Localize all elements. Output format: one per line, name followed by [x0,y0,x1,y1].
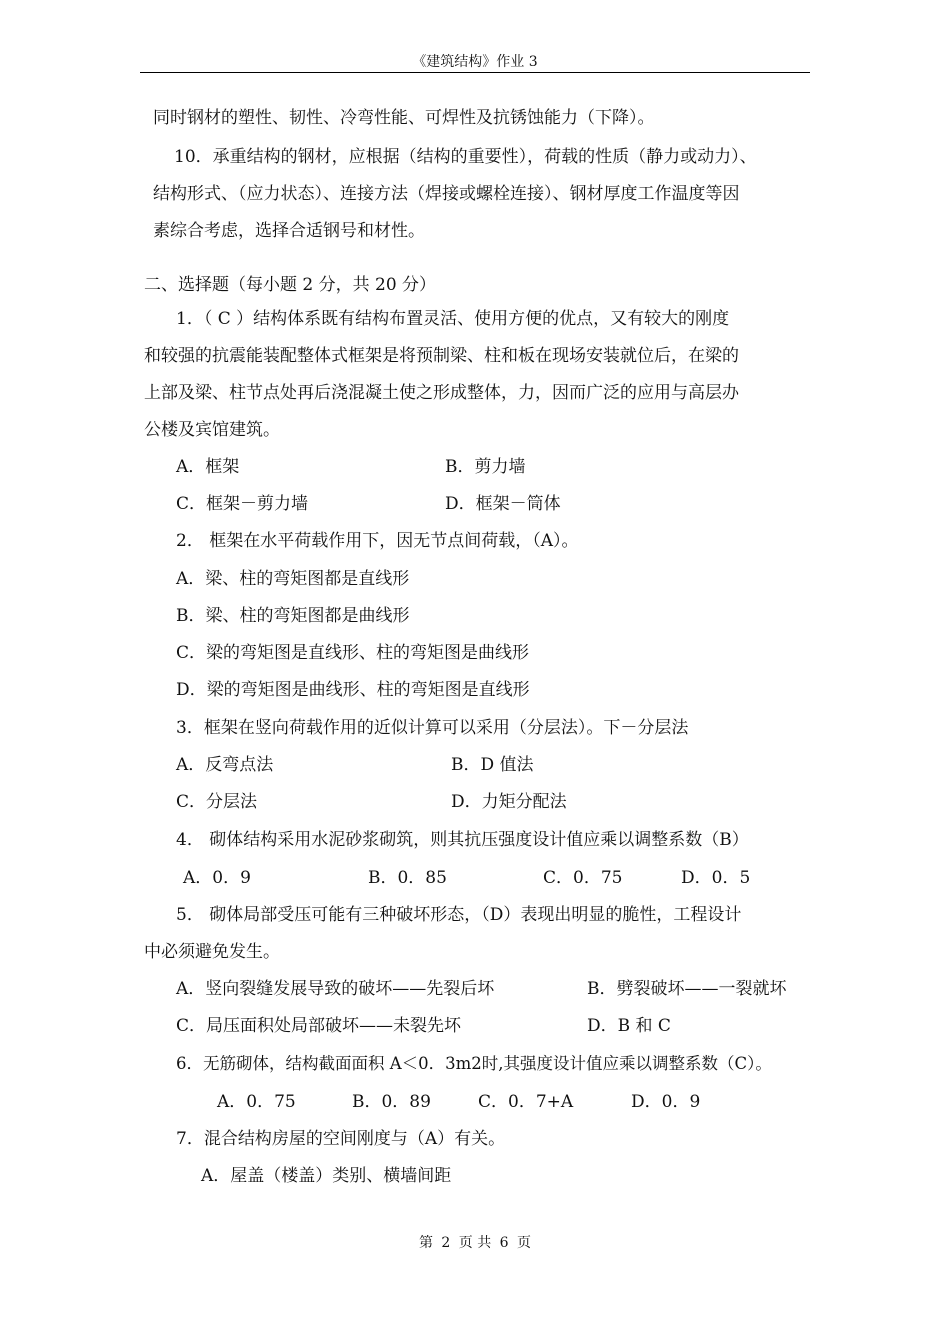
option-a: A．反弯点法 [176,755,274,775]
section-heading: 二、选择题（每小题 2 分，共 20 分） [144,275,437,295]
page-header: 《建筑结构》作业 3 [412,54,538,70]
option-b: B．梁、柱的弯矩图都是曲线形 [176,606,410,626]
option-a: A．0．75 [217,1092,296,1112]
option-b: B．剪力墙 [445,457,526,477]
option-a: A．屋盖（楼盖）类别、横墙间距 [201,1166,452,1186]
text-line: 中必须避免发生。 [144,942,280,962]
question-1: 1．（ C ）结构体系既有结构布置灵活、使用方便的优点，又有较大的刚度 [176,309,730,329]
text-line: 和较强的抗震能装配整体式框架是将预制梁、柱和板在现场安装就位后，在梁的 [144,346,739,366]
footer-page-number: 2 [441,1235,451,1251]
option-a: A．梁、柱的弯矩图都是直线形 [176,569,410,589]
option-d: D．框架－筒体 [445,494,561,514]
option-c: C．分层法 [176,792,258,812]
option-d: D．0．5 [681,868,751,888]
footer-total-pages: 6 [499,1235,509,1251]
option-d: D．力矩分配法 [451,792,567,812]
question-6: 6．无筋砌体，结构截面面积 A＜0．3m2时,其强度设计值应乘以调整系数（C）。 [176,1054,772,1073]
text-line: 结构形式、（应力状态）、连接方法（焊接或螺栓连接）、钢材厚度工作温度等因 [153,184,740,204]
text-line: 10．承重结构的钢材，应根据（结构的重要性），荷载的性质（静力或动力）、 [174,147,757,167]
footer-suffix: 页 [517,1235,532,1251]
option-c: C．0．75 [543,868,623,888]
footer-prefix: 第 [418,1235,433,1251]
text-line: 上部及梁、柱节点处再后浇混凝土使之形成整体，力，因而广泛的应用与高层办 [144,383,739,403]
option-b: B．D 值法 [451,755,534,775]
text-line: 素综合考虑，选择合适钢号和材性。 [153,221,425,241]
question-5: 5． 砌体局部受压可能有三种破坏形态，（D）表现出明显的脆性，工程设计 [176,905,742,925]
question-3: 3．框架在竖向荷载作用的近似计算可以采用（分层法）。下－分层法 [176,718,689,738]
option-d: D．B 和 C [587,1016,671,1036]
option-c: C．梁的弯矩图是直线形、柱的弯矩图是曲线形 [176,643,530,663]
text-line: 同时钢材的塑性、韧性、冷弯性能、可焊性及抗锈蚀能力（下降）。 [153,108,655,128]
option-b: B．0．89 [352,1092,431,1112]
page-footer [0,1234,950,1252]
footer-mid: 页 共 [458,1235,492,1251]
option-b: B．劈裂破坏——一裂就坏 [587,979,787,999]
option-b: B．0．85 [368,868,447,888]
question-2: 2． 框架在水平荷载作用下，因无节点间荷载，（A）。 [176,531,579,551]
option-a: A．竖向裂缝发展导致的破坏——先裂后坏 [176,979,495,999]
option-d: D．0．9 [631,1092,701,1112]
option-c: C．局压面积处局部破坏——未裂先坏 [176,1016,462,1036]
option-a: A．框架 [176,457,240,477]
option-c: C．0．7+A [478,1092,574,1112]
option-a: A．0．9 [183,868,251,888]
option-c: C．框架－剪力墙 [176,494,309,514]
question-7: 7．混合结构房屋的空间刚度与（A）有关。 [176,1129,506,1149]
question-4: 4． 砌体结构采用水泥砂浆砌筑，则其抗压强度设计值应乘以调整系数（B） [176,830,749,850]
option-d: D．梁的弯矩图是曲线形、柱的弯矩图是直线形 [176,680,530,700]
text-line: 公楼及宾馆建筑。 [144,420,280,440]
header-rule [140,72,810,73]
